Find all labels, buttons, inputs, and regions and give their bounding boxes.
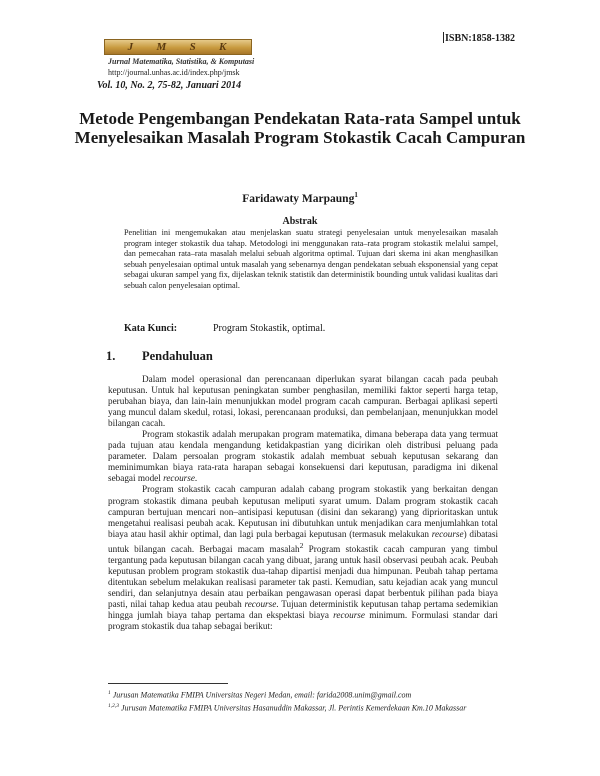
section-title: Pendahuluan [142, 349, 213, 363]
footnote-1-marker: 1 [108, 690, 111, 696]
abstract-heading: Abstrak [282, 216, 318, 227]
p3-italic-term-2: recourse [244, 599, 277, 609]
p3-text-d: . Tujuan deterministik keputusan tahap pertama sedemikian hingga jumlah biaya tahap pertama dan ekspektasi biaya [108, 599, 498, 621]
p2-italic-term: recourse [163, 473, 195, 484]
p3-italic-term-1: recourse [431, 528, 464, 539]
footnote-1-text: Jurusan Matematika FMIPA Universitas Negeri Medan, email: farida2008.unim@gmail.com [112, 690, 412, 700]
paragraph-3 [108, 484, 498, 632]
footnote-2-marker: 1,2,3 [108, 703, 119, 710]
keywords-label: Kata Kunci: [124, 323, 178, 334]
p2-text: Program stokastik adalah merupakan program matematika, dimana beberapa data yang termuat pada tujuan atau kendala mengandung ketidakpastian yang dicirikan oleh distribusi peluang pada parameter. Dalam persoalan program stokastik adalah membuat sebuah keputusan sekarang dan meminimumkan biaya rata-rata harapan sebagai konsekuensi dari keputusan, paradigma ini dikenal sebagai model [108, 429, 498, 484]
article-title: Metode Pengembangan Pendekatan Rata-rata Sampel untuk Menyelesaikan Masalah Program Stokastik Cacah Campuran [74, 109, 526, 147]
paragraph-1: Dalam model operasional dan perencanaan diperlukan syarat bilangan cacah pada peubah keputusan. Untuk hal keputusan peningkatan sumber penghasilan, memiliki faktor seperti harga tetap, perubahan biaya, dan lain-lain menunjukkan model program cacah campuran. Berbagai aplikasi seperti yang muncul dalam skedul, rotasi, lokasi, perencanaan produksi, dan pembelanjaan, menunjukkan model bilangan cacah. [108, 374, 498, 429]
p3-text-e: minimum. Formulasi standar dari program stokastik dua tahap sebagai berikut: [108, 610, 498, 632]
abstract-text: Penelitian ini mengemukakan atau menjelaskan suatu strategi penyelesaian untuk menyelesaikan masalah program integer stokastik dua tahap. Metodologi ini menggunakan rata–rata program stokastik melalui sampel, dan pemecahan rata–rata masalah melalui sebuah algoritma optimal. Tujuan dari skema ini akan menghasilkan sebuah penyelesaian optimal untuk masalah yang sebenarnya dengan pendekatan sebuah eksponensial yang cepat sebagai ukuran sampel yang fix, dijelaskan teknik statistik dan deterministik bounding untuk validasi kualitas dari sebuah calon penyelesaian optimal. [124, 228, 498, 290]
p3-text-b: ) dibatasi untuk bilangan cacah. Berbagai macam masalah [108, 528, 498, 554]
author-name: Faridawaty Marpaung [242, 192, 355, 205]
footnote-1 [108, 688, 508, 701]
footnote-2-text: Jurusan Matematika FMIPA Universitas Hasanuddin Makassar, Jl. Perintis Kemerdekaan Km.10 Makassar [121, 703, 467, 713]
p3-text-a: Program stokastik cacah campuran adalah cabang program stokastik yang berkaitan dengan program stokastik dimana peubah keputusan meliputi syarat umum. Dalam program stokastik cacah campuran bertujuan mencari non–antisipasi keputusan (disini dan sekarang) yang diprioritaskan untuk mengetahui realisasi peubah acak. Keputusan ini dibutuhkan untuk menjadikan cara menjumlahkan total biaya atau hasil akhir optimal, dan lagi pula berbagai keputusan (termasuk melakukan [108, 484, 498, 539]
journal-logo [104, 39, 252, 55]
p2-end: . [194, 473, 198, 484]
p3-footnote-marker: 2 [299, 540, 304, 550]
logo-letter-s: S [189, 41, 198, 53]
logo-letter-k: K [219, 41, 229, 53]
body-text [108, 374, 498, 632]
footnote-divider [108, 683, 228, 684]
author-footnote-marker: 1 [354, 191, 358, 199]
footnotes [108, 688, 508, 714]
logo-letter-m: M [156, 41, 169, 53]
paragraph-2 [108, 429, 498, 484]
p3-italic-term-3: recourse [333, 610, 365, 621]
keywords-line [124, 323, 325, 334]
logo-letters [105, 41, 251, 53]
journal-name: Jurnal Matematika, Statistika, & Komputasi [108, 57, 255, 66]
p3-text-c: Program stokastik cacah campuran yang timbul tergantung pada keputusan bilangan cacah yang dibuat, jarang untuk hasil observasi peubah acak. Peubah keputusan problem program stokastik dua-tahap dipartisi menjadi dua himpunan. Peubah tahap pertama ditentukan sebelum melakukan realisasi parameter tak pasti. Kemudian, satu kejadian acak yang muncul sendiri, dan selanjutnya desain atau perbaikan pengawasan operasi dapat berbentuk pilihan pada biaya pasti, nilai tahap kedua atau peubah [108, 543, 498, 609]
logo-letter-j: J [127, 41, 136, 53]
journal-url-link[interactable]: http://journal.unhas.ac.id/index.php/jmsk [108, 68, 240, 77]
footnote-2 [108, 701, 508, 714]
isbn-label: ISBN:1858-1382 [445, 33, 516, 44]
keywords-value: Program Stokastik, optimal. [213, 323, 326, 334]
author-line [60, 191, 540, 205]
volume-info: Vol. 10, No. 2, 75-82, Januari 2014 [97, 80, 242, 91]
section-number: 1. [106, 349, 116, 363]
